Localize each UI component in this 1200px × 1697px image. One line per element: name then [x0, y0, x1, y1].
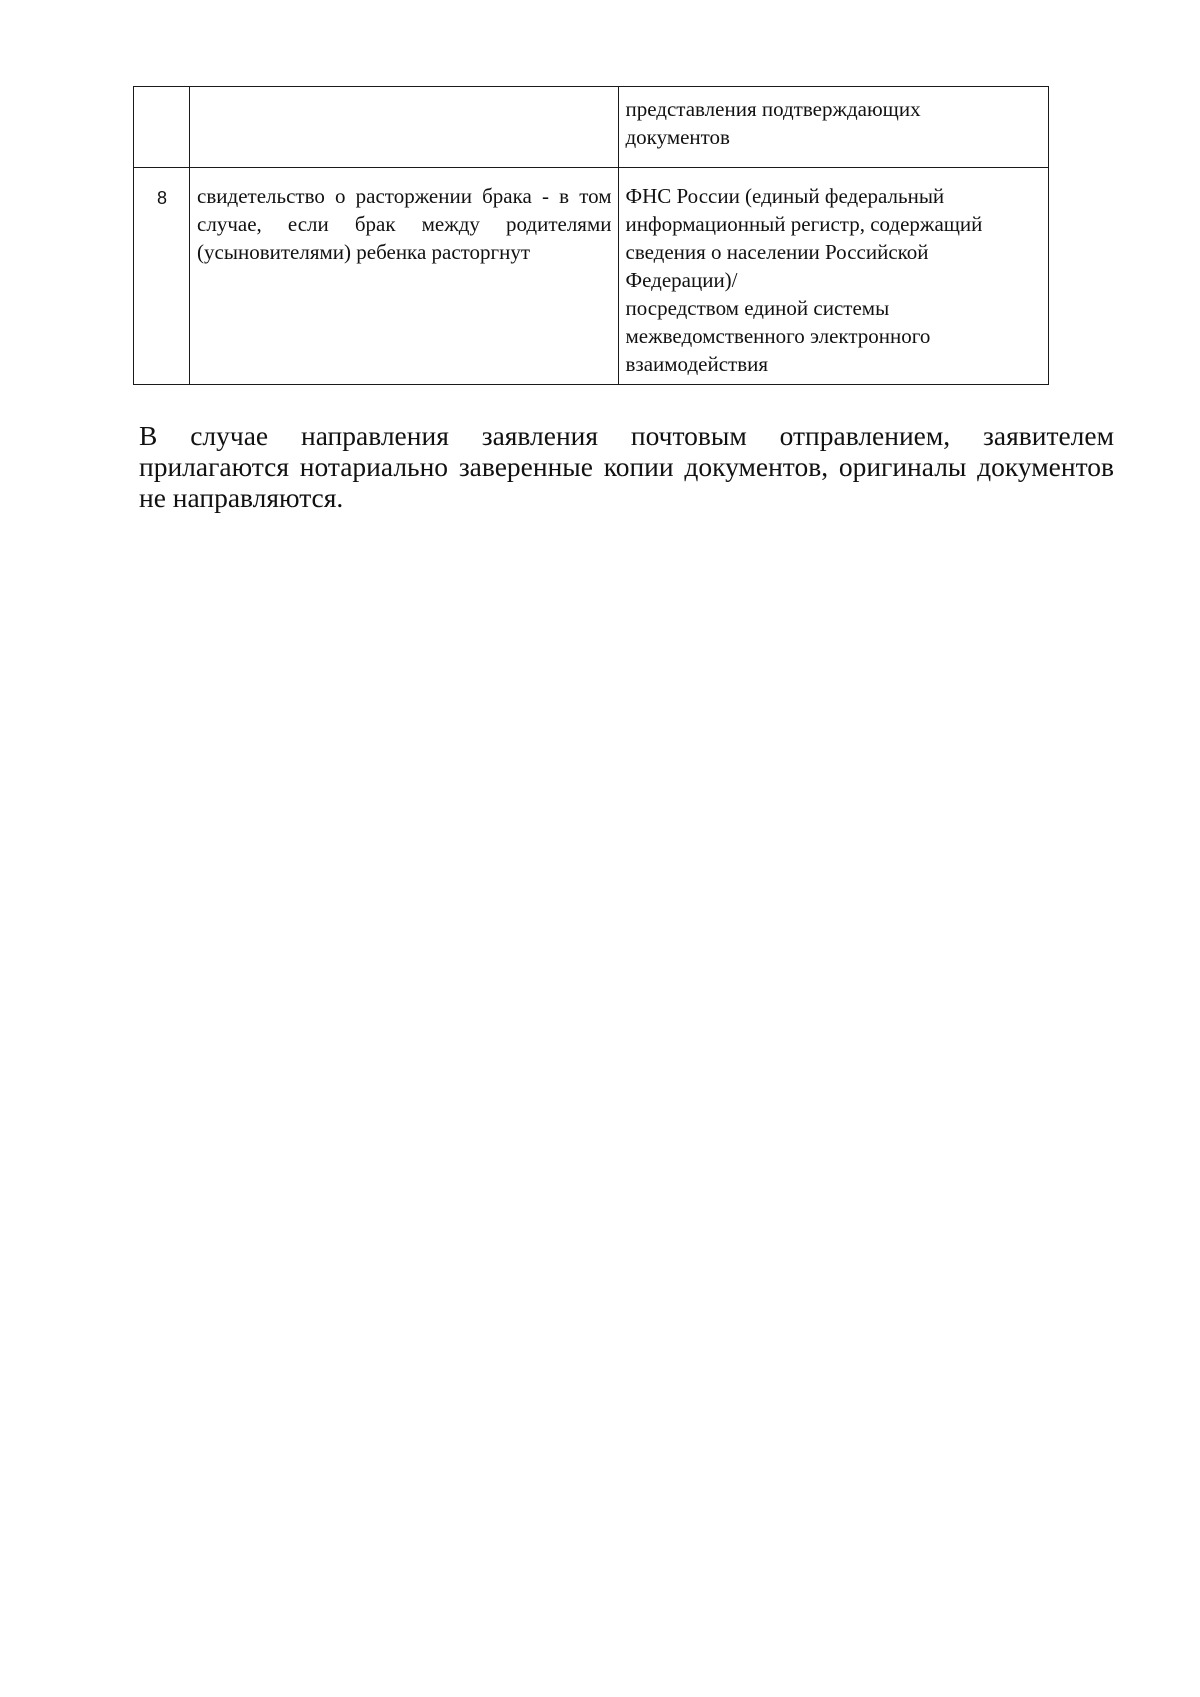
note-paragraph: В случае направления заявления почтовым отправлением, заявителем прилагаются нотариально заверенные копии документов, оригиналы документов не направляются. — [139, 420, 1114, 513]
documents-table — [133, 86, 1049, 385]
source-cell — [618, 168, 1049, 385]
document-cell — [190, 168, 618, 385]
document-text: свидетельство о расторжении брака - в том случае, если брак между родителями (усыновителями) ребенка расторгнут — [197, 184, 612, 264]
table-row — [134, 168, 1049, 385]
source-text — [619, 87, 1049, 151]
row-number — [134, 87, 189, 89]
document-text — [190, 87, 617, 95]
source-line: посредством единой системы — [625, 296, 890, 320]
row-number-cell — [134, 168, 190, 385]
source-line: представления подтверждающих — [625, 97, 921, 121]
source-line: сведения о населении Российской — [625, 240, 929, 264]
source-line: взаимодействия — [625, 352, 769, 376]
source-text — [619, 168, 1049, 378]
row-number: 8 — [157, 188, 168, 208]
source-line: ФНС России (единый федеральный — [625, 184, 945, 208]
source-line: межведомственного электронного — [625, 324, 931, 348]
table-row — [134, 87, 1049, 168]
source-line: документов — [625, 125, 730, 149]
source-cell — [618, 87, 1049, 168]
document-cell — [190, 87, 618, 168]
row-number-cell — [134, 87, 190, 168]
source-line: информационный регистр, содержащий — [625, 212, 983, 236]
source-line: Федерации)/ — [625, 268, 738, 292]
